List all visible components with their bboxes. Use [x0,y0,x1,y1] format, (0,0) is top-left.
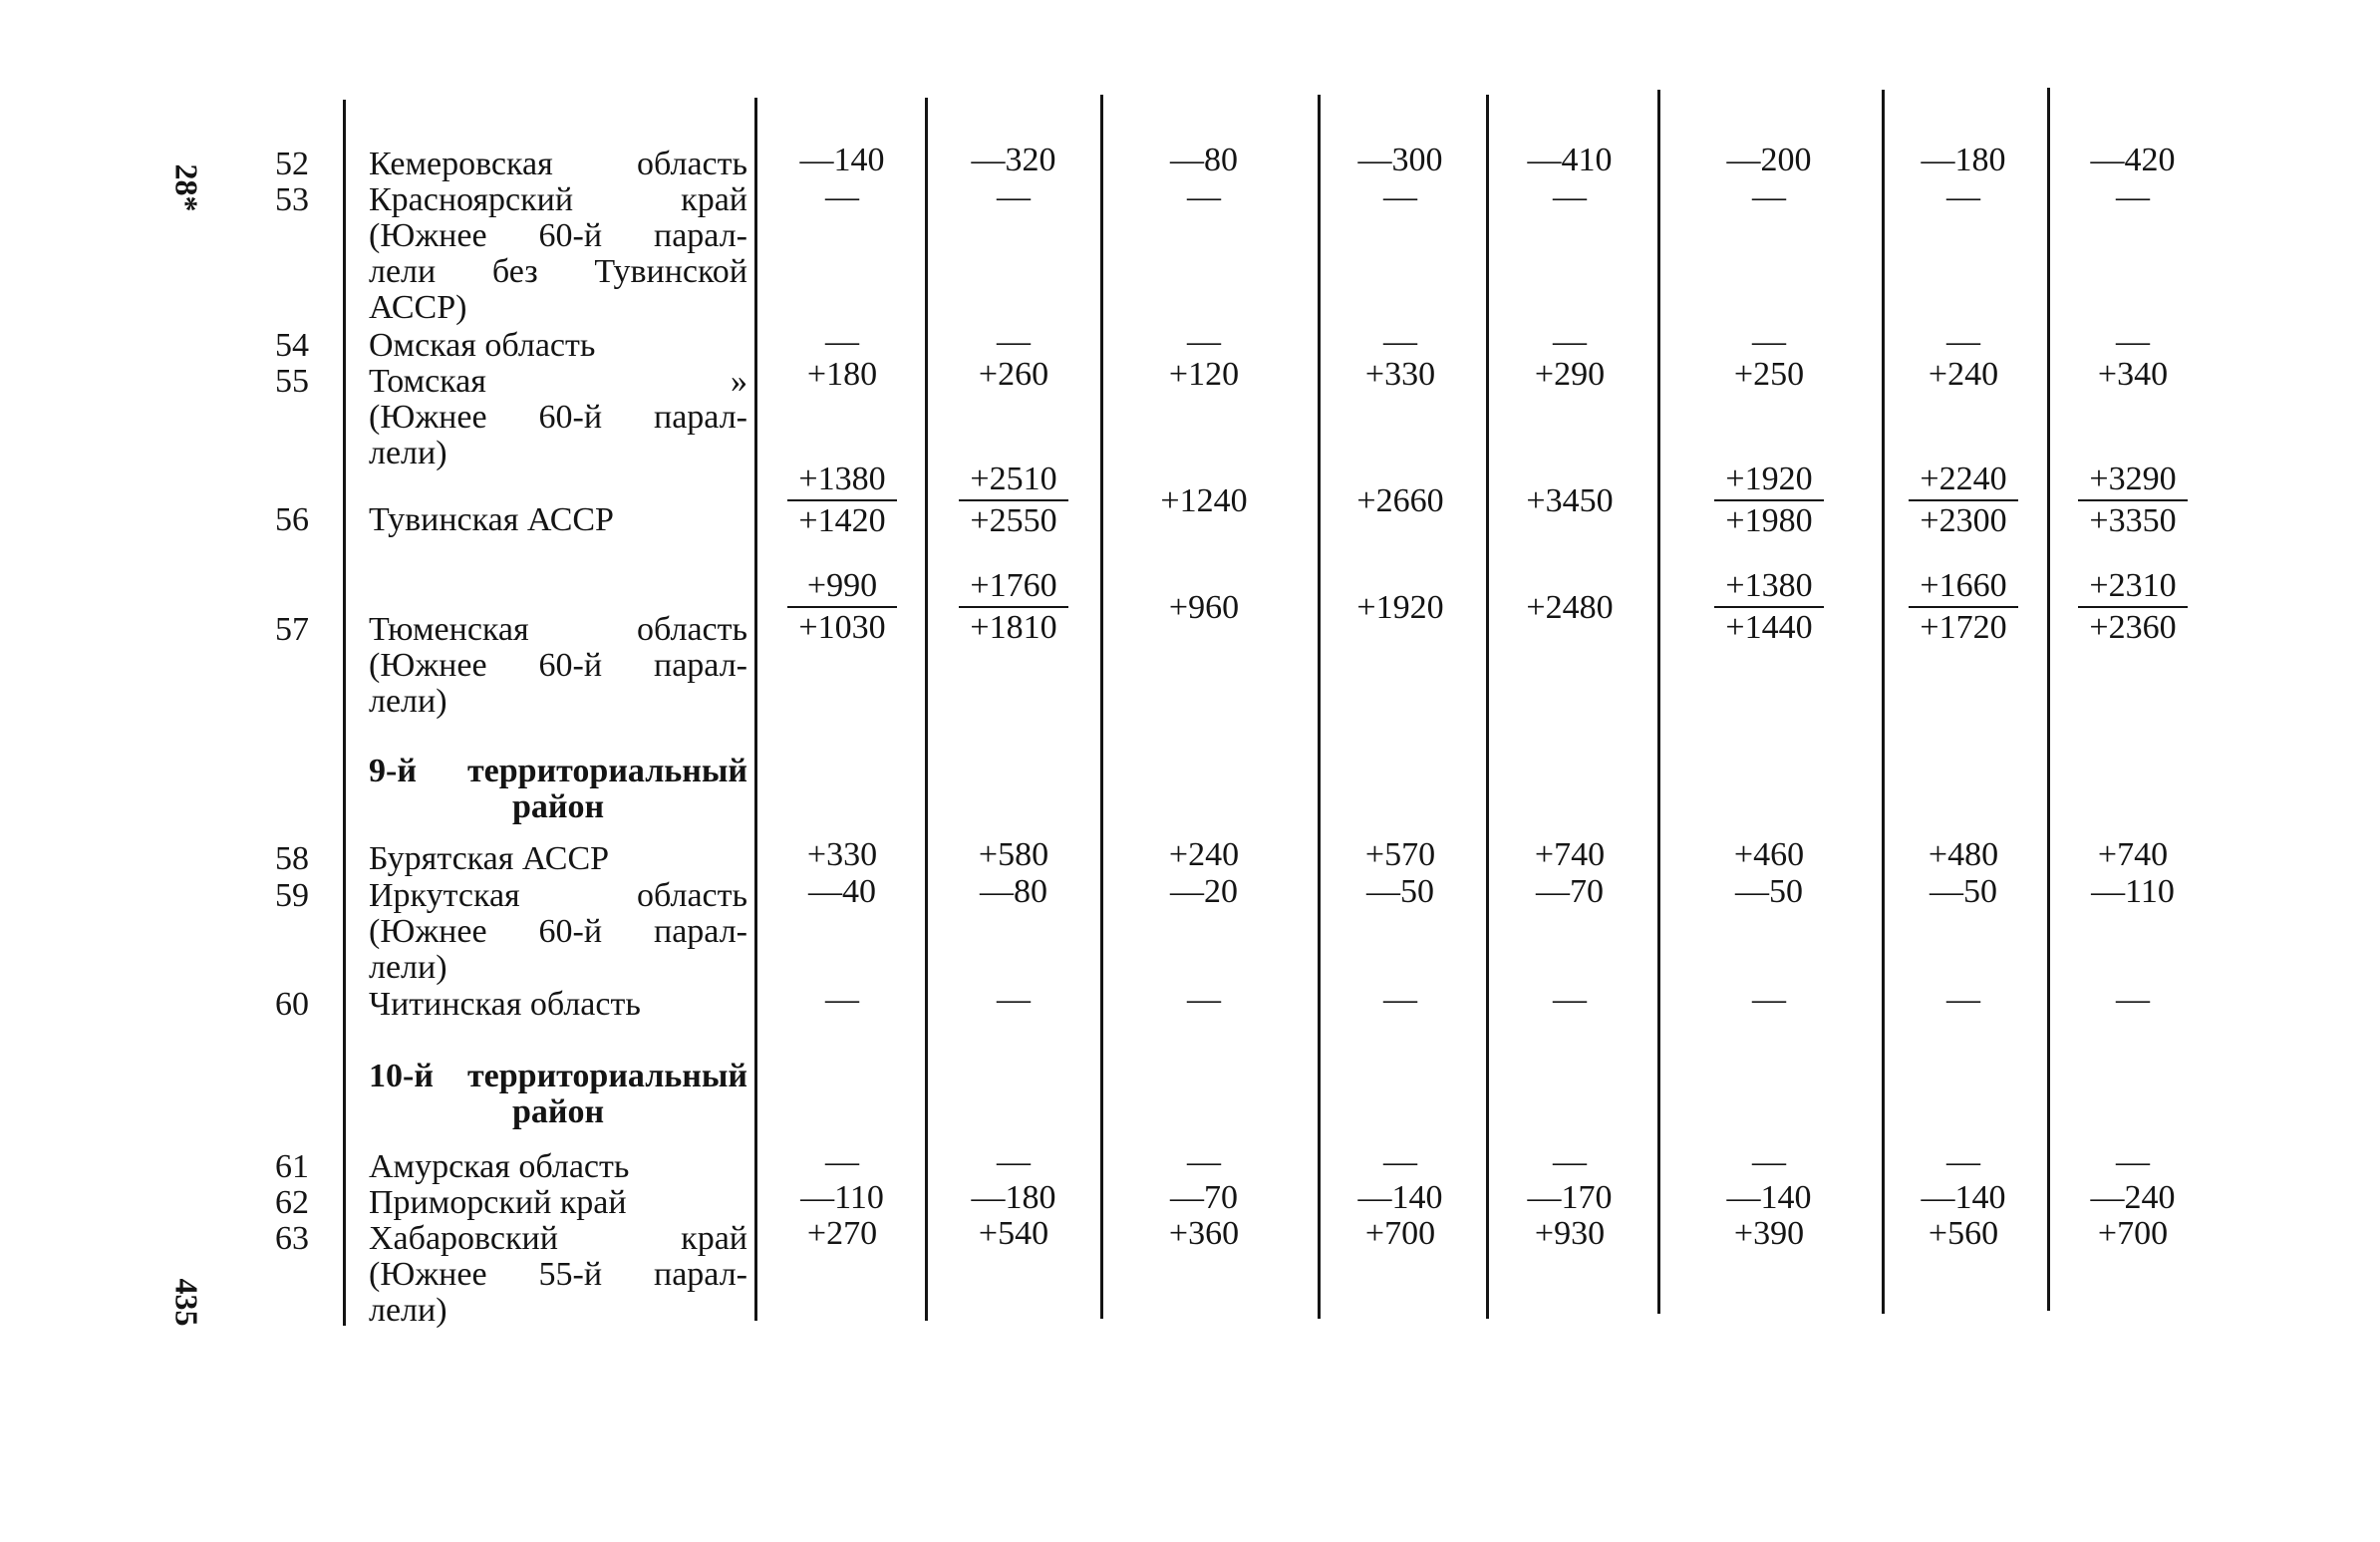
region-name-line: лели) [369,1293,447,1329]
value-cell: —80 [980,873,1047,910]
value-cell: +270 [806,1215,878,1252]
value-cell: — [997,1143,1031,1180]
region-name-line: Хабаровский край [369,1221,747,1257]
value-cell: — [1752,981,1786,1018]
region-name-line: Тюменская область [369,612,747,648]
region-name-line: (Южнее 60-й парал- [369,914,747,950]
region-name-line: Приморский край [369,1185,627,1221]
row-number: 53 [275,181,309,218]
value-cell: +120 [1168,356,1240,393]
region-name-line: Красноярский край [369,182,747,218]
row-number: 55 [275,363,309,400]
section-header-line: район [511,789,605,825]
region-name-line: (Южнее 60-й парал- [369,648,747,684]
value-cell: +330 [806,836,878,873]
value-cell: +290 [1534,356,1606,393]
value-cell: —140 [1357,1179,1443,1216]
value-cell: +700 [1364,1215,1436,1252]
value-cell: +580 [978,836,1049,873]
region-name [369,1221,747,1329]
section-header-line: 9-й территориальный [369,754,747,789]
value-cell: +330 [1364,356,1436,393]
fraction-numerator: +1920 [1725,461,1813,497]
region-name [369,182,747,326]
row-number: 52 [275,146,309,182]
column-rule [1882,90,1885,1314]
value-fraction [772,460,912,541]
value-fraction [1699,566,1839,648]
value-cell: — [2116,323,2150,360]
value-cell: — [1946,1143,1980,1180]
value-cell: — [1187,981,1221,1018]
column-rule [1486,95,1489,1319]
value-cell: — [1553,323,1587,360]
column-rule [1657,90,1660,1314]
row-number: 61 [275,1148,309,1185]
region-name-line: Кемеровская область [369,147,747,182]
region-name [369,1149,747,1185]
region-name [369,364,747,471]
value-cell: — [1383,981,1417,1018]
fraction-numerator: +3290 [2089,461,2177,497]
region-name-line: (Южнее 60-й парал- [369,400,747,436]
value-cell: — [1752,178,1786,215]
value-cell: — [1383,323,1417,360]
value-cell: — [1187,323,1221,360]
value-cell: +240 [1928,356,1999,393]
region-name-line: Томская » [369,364,747,400]
row-number: 63 [275,1220,309,1257]
row-number: 56 [275,501,309,538]
fraction-denominator: +1420 [798,502,886,539]
value-cell: — [1383,1143,1417,1180]
fraction-denominator: +2550 [970,502,1057,539]
page-number: 435 [168,1278,205,1327]
value-cell: —80 [1170,142,1238,178]
row-number: 58 [275,840,309,877]
value-cell: —140 [1726,1179,1812,1216]
column-rule [2047,88,2050,1311]
column-rule [925,98,928,1321]
value-cell: —50 [1366,873,1434,910]
value-fraction [944,460,1083,541]
value-cell: —180 [971,1179,1056,1216]
fraction-numerator: +1760 [970,567,1057,604]
value-fraction [1699,460,1839,541]
value-cell: — [1946,323,1980,360]
region-name-line: лели без Тувинской [369,254,747,290]
fraction-numerator: +1660 [1920,567,2007,604]
section-header-line: 10-й территориальный [369,1059,747,1094]
value-cell: —200 [1726,142,1812,178]
value-cell: +1240 [1160,482,1248,519]
section-header [369,1059,747,1130]
row-number: 62 [275,1184,309,1221]
column-rule [343,100,346,1326]
value-cell: +3450 [1526,482,1614,519]
value-cell: — [997,323,1031,360]
column-rule [754,98,757,1321]
region-name-line: лели) [369,436,447,471]
value-cell: +700 [2097,1215,2169,1252]
fraction-denominator: +2360 [2089,609,2177,646]
value-fraction [1894,460,2033,541]
value-cell: — [997,981,1031,1018]
row-number: 54 [275,327,309,364]
value-cell: +340 [2097,356,2169,393]
value-cell: —40 [808,873,876,910]
value-cell: — [1187,178,1221,215]
value-cell: — [825,178,859,215]
row-number: 60 [275,986,309,1023]
value-cell: +260 [978,356,1049,393]
region-name [369,502,747,538]
fraction-numerator: +1380 [798,461,886,497]
value-cell: —240 [2090,1179,2176,1216]
value-fraction [772,566,912,648]
value-cell: —420 [2090,142,2176,178]
value-cell: —50 [1735,873,1803,910]
fraction-numerator: +2240 [1920,461,2007,497]
region-name [369,1185,747,1221]
value-fraction [2063,566,2203,648]
value-cell: +2660 [1356,482,1444,519]
value-cell: +250 [1733,356,1805,393]
value-cell: —70 [1536,873,1604,910]
value-cell: — [2116,981,2150,1018]
value-cell: +960 [1168,589,1240,626]
value-cell: — [1553,178,1587,215]
value-fraction [944,566,1083,648]
value-cell: —110 [800,1179,884,1216]
value-cell: —140 [1921,1179,2006,1216]
value-cell: —20 [1170,873,1238,910]
value-cell: —170 [1527,1179,1613,1216]
value-cell: +180 [806,356,878,393]
value-cell: +740 [1534,836,1606,873]
region-name-line: (Южнее 60-й парал- [369,218,747,254]
value-cell: — [825,1143,859,1180]
region-name-line: Омская область [369,328,596,364]
region-name-line: лели) [369,950,447,986]
region-name-line: Читинская область [369,987,641,1023]
value-cell: +460 [1733,836,1805,873]
value-cell: —410 [1527,142,1613,178]
value-cell: —180 [1921,142,2006,178]
value-cell: — [997,178,1031,215]
fraction-numerator: +2510 [970,461,1057,497]
column-rule [1318,95,1321,1319]
fraction-denominator: +1720 [1920,609,2007,646]
value-cell: —140 [799,142,885,178]
value-cell: +240 [1168,836,1240,873]
column-rule [1100,95,1103,1319]
fraction-denominator: +2300 [1920,502,2007,539]
value-fraction [1894,566,2033,648]
value-cell: — [1946,981,1980,1018]
value-cell: — [1383,178,1417,215]
value-cell: — [1752,1143,1786,1180]
section-header [369,754,747,825]
fraction-numerator: +1380 [1725,567,1813,604]
region-name-line: (Южнее 55-й парал- [369,1257,747,1293]
fraction-numerator: +990 [806,567,878,604]
value-cell: +360 [1168,1215,1240,1252]
region-name [369,987,747,1023]
value-cell: —320 [971,142,1056,178]
region-name-line: Бурятская АССР [369,841,610,877]
fraction-denominator: +1030 [798,609,886,646]
region-name-line: Амурская область [369,1149,630,1185]
value-cell: +930 [1534,1215,1606,1252]
value-cell: —300 [1357,142,1443,178]
section-header-line: район [511,1094,605,1130]
value-cell: — [1752,323,1786,360]
fraction-denominator: +1980 [1725,502,1813,539]
fraction-denominator: +1440 [1725,609,1813,646]
fraction-denominator: +3350 [2089,502,2177,539]
value-cell: — [1187,1143,1221,1180]
region-name [369,328,747,364]
value-cell: +570 [1364,836,1436,873]
value-cell: — [825,981,859,1018]
value-cell: +540 [978,1215,1049,1252]
value-cell: — [2116,1143,2150,1180]
value-cell: +480 [1928,836,1999,873]
value-cell: — [1553,1143,1587,1180]
value-cell: +560 [1928,1215,1999,1252]
fraction-denominator: +1810 [970,609,1057,646]
region-name-line: АССР) [369,290,467,326]
value-cell: — [825,323,859,360]
value-cell: — [2116,178,2150,215]
value-cell: —110 [2091,873,2175,910]
region-name [369,612,747,720]
region-name-line: Иркутская область [369,878,747,914]
region-name-line: Тувинская АССР [369,502,614,538]
margin-note-top: 28* [168,163,205,212]
value-cell: —50 [1930,873,1997,910]
value-cell: +1920 [1356,589,1444,626]
value-cell: +2480 [1526,589,1614,626]
fraction-numerator: +2310 [2089,567,2177,604]
value-cell: — [1946,178,1980,215]
value-cell: — [1553,981,1587,1018]
value-cell: —70 [1170,1179,1238,1216]
row-number: 57 [275,611,309,648]
region-name-line: лели) [369,684,447,720]
row-number: 59 [275,877,309,914]
region-name [369,878,747,986]
value-fraction [2063,460,2203,541]
value-cell: +740 [2097,836,2169,873]
region-name [369,147,747,182]
value-cell: +390 [1733,1215,1805,1252]
region-name [369,841,747,877]
